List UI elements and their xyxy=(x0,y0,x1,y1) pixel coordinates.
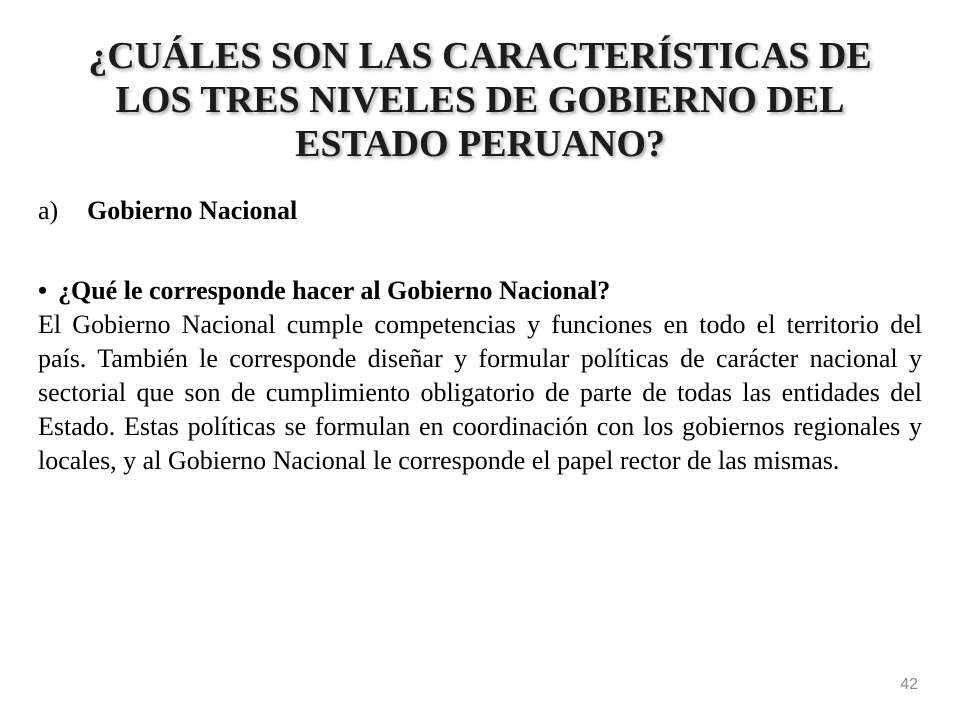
question xyxy=(38,274,922,308)
question-text: ¿Qué le corresponde hacer al Gobierno Nacional? xyxy=(58,276,611,305)
page-number: 42 xyxy=(900,676,918,693)
title-line-1: ¿CUÁLES SON LAS CARACTERÍSTICAS DE xyxy=(88,35,872,77)
section-heading-text: Gobierno Nacional xyxy=(87,196,298,225)
slide-content xyxy=(38,194,922,478)
section-marker: a) xyxy=(38,196,59,225)
body-paragraph: El Gobierno Nacional cumple competencias y funciones en todo el territorio del país. También le corresponde diseñar y formular políticas de carácter nacional y sectorial que son de cumplimiento obligatorio de parte de todas las entidades del Estado. Estas políticas se formulan en coordinación con los gobiernos regionales y locales, y al Gobierno Nacional le corresponde el papel rector de las mismas. xyxy=(38,310,922,475)
bullet-icon: • xyxy=(38,276,48,305)
title-line-2: LOS TRES NIVELES DE GOBIERNO DEL xyxy=(115,79,845,121)
spacer xyxy=(38,228,922,274)
slide-title xyxy=(40,34,920,166)
section-heading xyxy=(38,194,922,228)
title-line-3: ESTADO PERUANO? xyxy=(295,123,665,165)
